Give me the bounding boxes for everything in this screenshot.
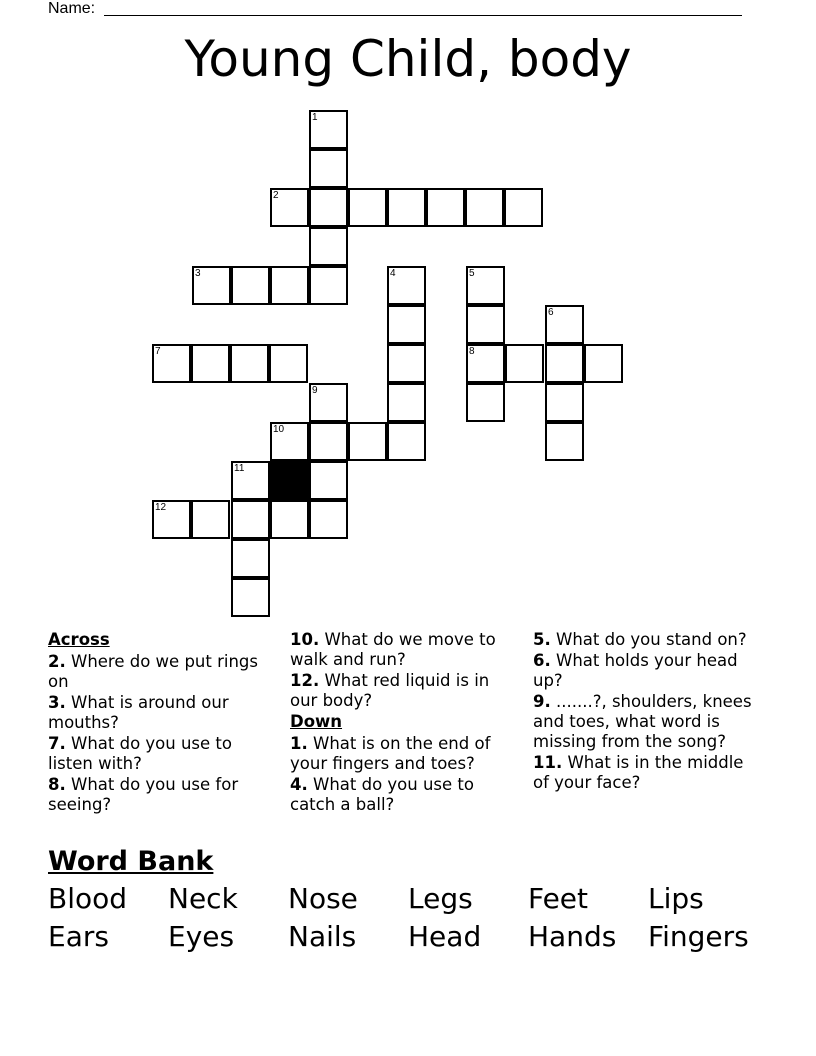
clue-text: What is around our mouths? [48,693,229,732]
clue-number: 10. [290,630,320,649]
clue-across-8 [48,775,268,815]
grid-cell[interactable] [545,344,584,383]
clue-number: 4. [290,775,308,794]
grid-cell[interactable] [230,344,269,383]
grid-cell[interactable] [584,344,623,383]
grid-cell[interactable] [152,344,191,383]
clue-number: 5 [469,268,475,279]
clue-number: 1 [312,112,318,123]
clue-down-1 [290,734,515,774]
word-bank-word: Nose [288,882,358,915]
name-label: Name: [48,0,96,17]
word-bank-word: Fingers [648,920,749,953]
grid-cell[interactable] [192,266,231,305]
clue-number: 2. [48,652,66,671]
grid-cell[interactable] [269,344,308,383]
clue-text: What do we move to walk and run? [290,630,496,669]
grid-cell[interactable] [231,500,270,539]
clue-number: 9 [312,385,318,396]
grid-cell[interactable] [270,422,309,461]
black-cell [270,461,309,500]
grid-cell[interactable] [270,500,309,539]
grid-cell[interactable] [231,266,270,305]
grid-cell[interactable] [504,188,543,227]
word-bank-word: Feet [528,882,589,915]
clue-number: 11. [533,753,563,772]
word-bank-word: Legs [408,882,473,915]
clue-number: 3 [195,268,201,279]
clue-text: Where do we put rings on [48,652,258,691]
grid-cell[interactable] [387,266,426,305]
grid-cell[interactable] [309,266,348,305]
clue-number: 7. [48,734,66,753]
clue-number: 8 [469,346,475,357]
grid-cell[interactable] [466,305,505,344]
grid-cell[interactable] [309,461,348,500]
grid-cell[interactable] [387,344,426,383]
clue-text: .......?, shoulders, knees and toes, what word is missing from the song? [533,692,752,751]
clue-number: 3. [48,693,66,712]
grid-cell[interactable] [426,188,465,227]
word-bank-word: Blood [48,882,128,915]
clue-number: 7 [155,346,161,357]
page-title: Young Child, body [184,30,632,88]
grid-cell[interactable] [231,578,270,617]
clue-number: 6. [533,651,551,670]
word-bank-word: Neck [168,882,238,915]
down-heading: Down [290,712,343,731]
clue-number: 9. [533,692,551,711]
clue-number: 11 [234,463,245,474]
grid-cell[interactable] [309,383,348,422]
grid-cell[interactable] [348,422,387,461]
grid-cell[interactable] [231,461,270,500]
word-bank-title: Word Bank [48,846,214,877]
grid-cell[interactable] [309,149,348,188]
word-bank-word: Ears [48,920,109,953]
clue-across-10 [290,630,515,670]
grid-cell[interactable] [152,500,191,539]
clue-text: What red liquid is in our body? [290,671,490,710]
grid-cell[interactable] [505,344,544,383]
clues-column-3 [533,630,763,794]
clue-number: 1. [290,734,308,753]
clue-down-11 [533,753,763,793]
grid-cell[interactable] [309,227,348,266]
clue-text: What is in the middle of your face? [533,753,744,792]
grid-cell[interactable] [191,344,230,383]
clue-down-4 [290,775,515,815]
grid-cell[interactable] [545,305,584,344]
clue-text: What is on the end of your fingers and toes? [290,734,491,773]
grid-cell[interactable] [270,266,309,305]
word-bank-word: Head [408,920,482,953]
grid-cell[interactable] [387,383,426,422]
clue-down-5 [533,630,763,650]
grid-cell[interactable] [545,383,584,422]
grid-cell[interactable] [466,383,505,422]
clue-text: What holds your head up? [533,651,738,690]
clue-across-7 [48,734,268,774]
clue-text: What do you use to listen with? [48,734,232,773]
word-bank-word: Lips [648,882,704,915]
clue-down-9 [533,692,763,752]
grid-cell[interactable] [466,266,505,305]
grid-cell[interactable] [270,188,309,227]
clue-across-3 [48,693,268,733]
clue-number: 4 [390,268,396,279]
word-bank-word: Eyes [168,920,235,953]
clue-number: 8. [48,775,66,794]
grid-cell[interactable] [191,500,230,539]
clue-across-2 [48,652,268,692]
grid-cell[interactable] [309,188,348,227]
word-bank-word: Hands [528,920,617,953]
grid-cell[interactable] [231,539,270,578]
clue-number: 10 [273,424,285,435]
grid-cell[interactable] [465,188,504,227]
grid-cell[interactable] [545,422,584,461]
clues-column-2 [290,630,515,816]
clue-down-6 [533,651,763,691]
grid-cell[interactable] [387,305,426,344]
clue-number: 12 [155,502,167,513]
clue-text: What do you stand on? [556,630,747,649]
grid-cell[interactable] [466,344,505,383]
grid-cell[interactable] [309,500,348,539]
clue-number: 5. [533,630,551,649]
clue-number: 2 [273,190,279,201]
grid-cell[interactable] [309,110,348,149]
grid-cell[interactable] [387,188,426,227]
grid-cell[interactable] [309,422,348,461]
word-bank-word: Nails [288,920,357,953]
clue-text: What do you use to catch a ball? [290,775,474,814]
clue-text: What do you use for seeing? [48,775,239,814]
clues-column-1 [48,630,268,816]
across-heading: Across [48,630,110,649]
clue-across-12 [290,671,515,711]
grid-cell[interactable] [387,422,426,461]
grid-cell[interactable] [348,188,387,227]
clue-number: 6 [548,307,554,318]
clue-number: 12. [290,671,320,690]
